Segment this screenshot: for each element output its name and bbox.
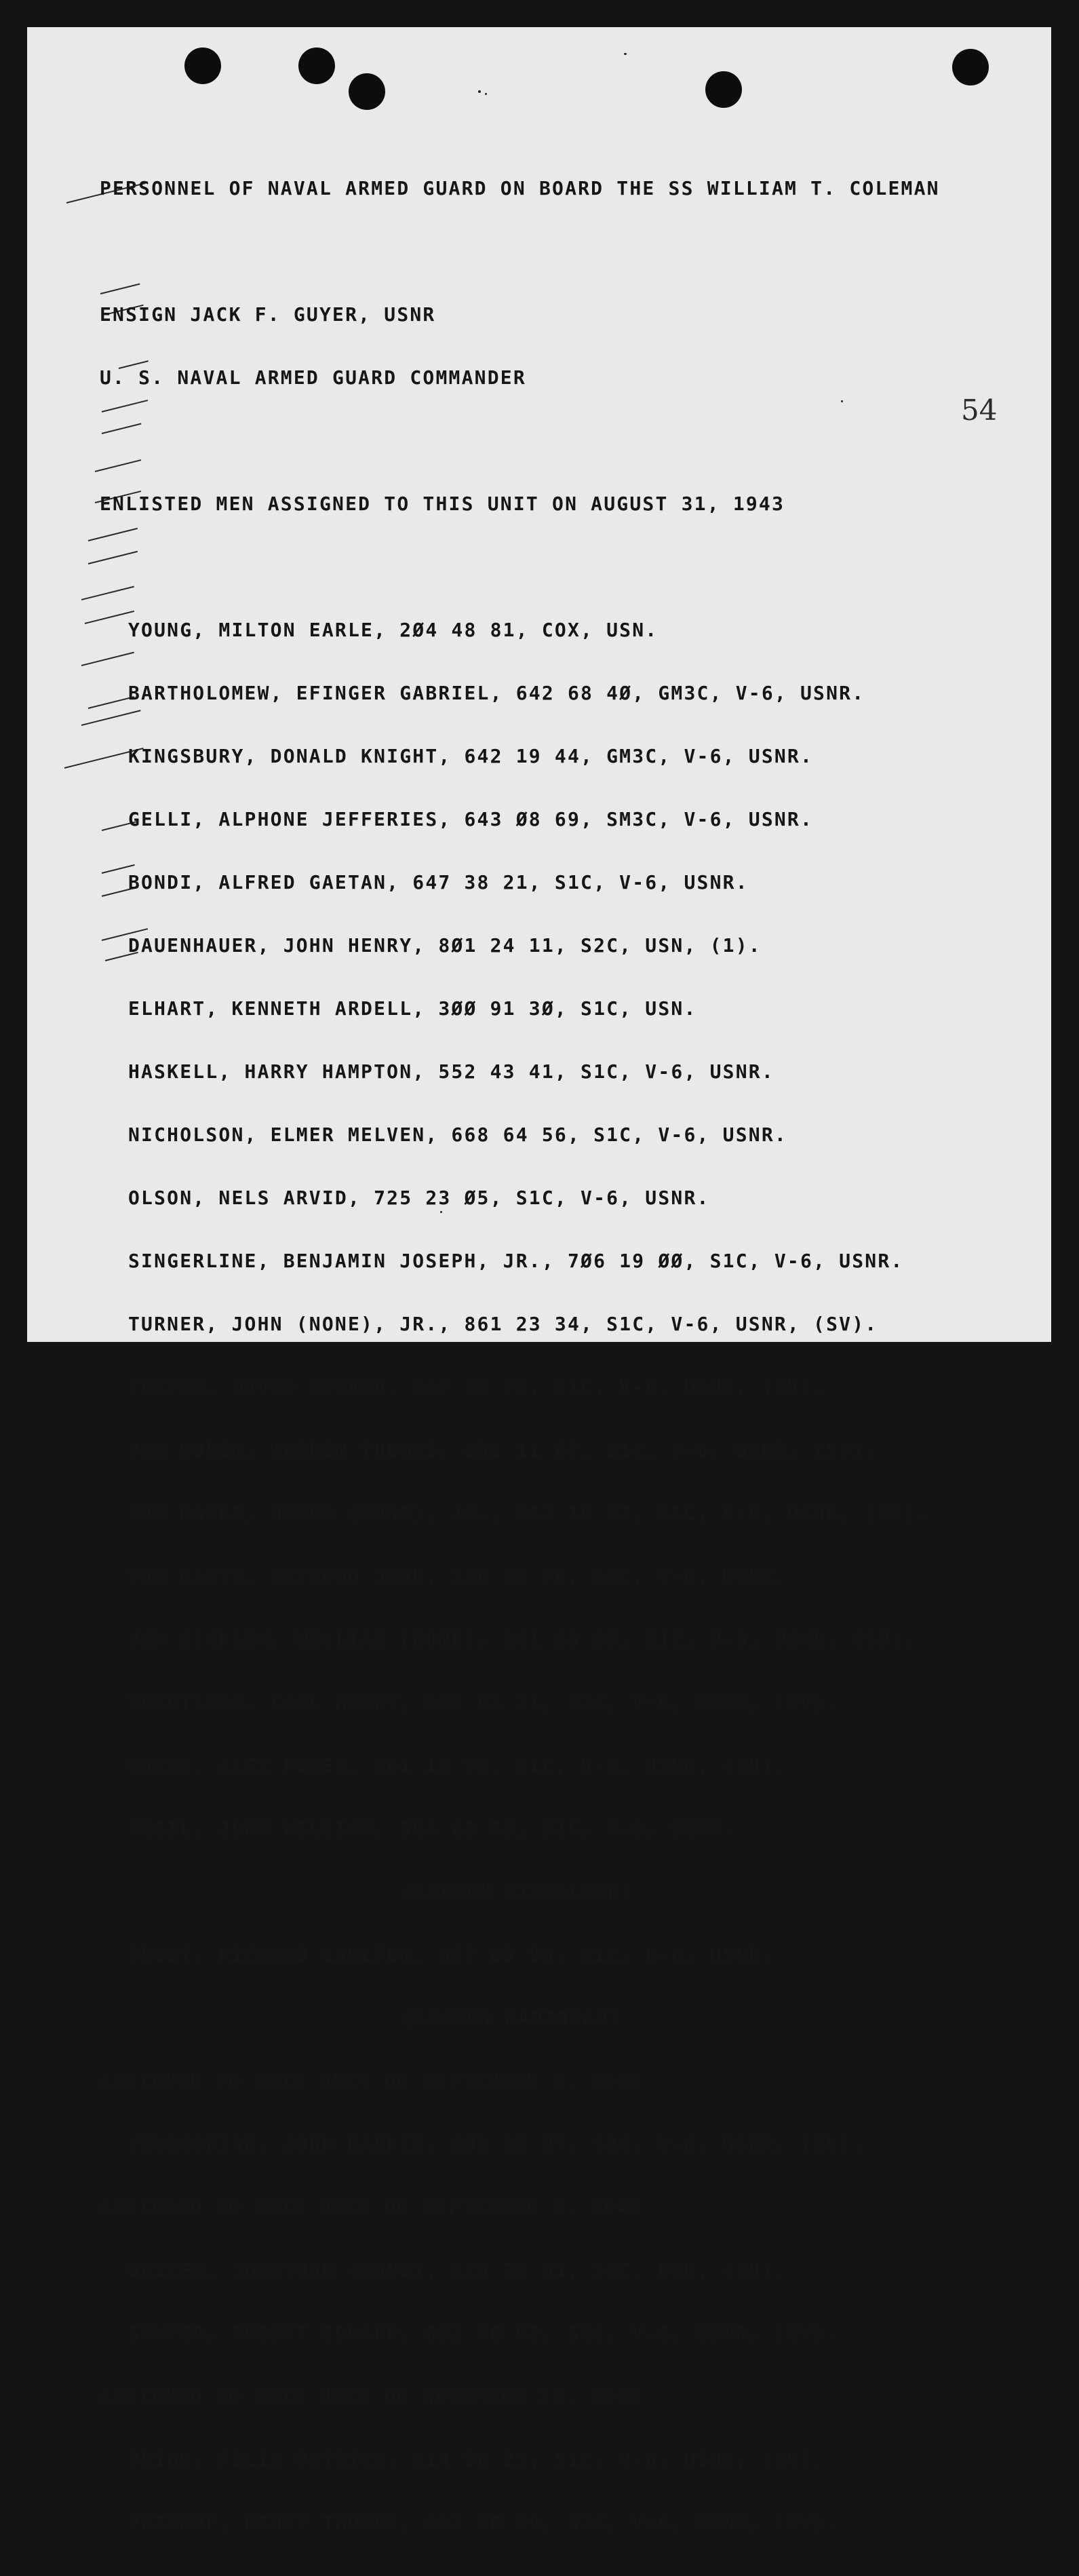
signalman-label: (SEAMAN SIGNALMAN)	[401, 1881, 635, 1903]
section-heading-sep1: ASSIGNED TO THIS UNIT ON SEPTEMBER 1, 1943	[100, 2070, 643, 2092]
enlisted-entry: YOUNG, MILTON EARLE, 2Ø4 48 81, COX, USN.	[128, 619, 659, 641]
ink-speck	[478, 90, 481, 93]
section-heading-nov22: ASSIGNED TO THIS UNIT ON NOVEMBER 22, 1943	[100, 2385, 643, 2408]
ink-speck	[624, 53, 627, 55]
punch-hole	[952, 49, 989, 85]
enlisted-entry: PRZEKUP, HENRY THOMAS, 813 3Ø 59, S1C, V-6, USNR, (SV).	[128, 2512, 840, 2534]
enlisted-entry: TURPEN, DAVID EDWARD, 867 35 7Ø, S1C, V-6, USNR, (SV).	[128, 1376, 827, 1398]
enlisted-entry: OLSON, NELS ARVID, 725 23 Ø5, S1C, V-6, USNR.	[128, 1187, 710, 1209]
enlisted-entry: NICHOLSON, ELMER MELVEN, 668 64 56, S1C, V-6, USNR.	[128, 1123, 787, 1146]
enlisted-entry: VIGIL, JOHN WILLIAM, 564 62 56, S1C, V-6, USNR.	[128, 1818, 736, 1840]
enlisted-entry: HASKELL, HARRY HAMPTON, 552 43 41, S1C, V-6, USNR.	[128, 1060, 774, 1083]
enlisted-entry: YOUSOOFIAN, JOHN DARKIS, 8Ø1 85 Ø7, S2C, V-6, USNR, (SV).	[128, 2133, 865, 2155]
punch-hole	[705, 71, 742, 108]
radioman-label: (SEAMAN RADIOMAN)	[401, 2007, 621, 2029]
enlisted-entry: FROST, RICHARD CARLTON, 667 Ø5 99, S1C, V-6, USNR.	[128, 1944, 774, 1966]
enlisted-entry: ELHART, KENNETH ARDELL, 3ØØ 91 3Ø, S1C, USN.	[128, 997, 697, 1020]
punch-hole	[184, 47, 221, 84]
punch-hole	[349, 73, 385, 110]
document-text	[100, 136, 940, 2575]
enlisted-entry: SAWYER, ROBERT EDWARD, 832 8Ø Ø2, S1C, V-6, USNR, (SV).	[128, 2322, 840, 2345]
enlisted-entry: PRIOR, FELIX PATRICK, 814 56 23, S1C, V-6, USNR, (SV).	[128, 2448, 827, 2471]
enlisted-entry: BARTHOLOMEW, EFINGER GABRIEL, 642 68 4Ø, GM3C, V-6, USNR.	[128, 682, 865, 704]
commander-name: ENSIGN JACK F. GUYER, USNR	[100, 303, 436, 326]
document-title: PERSONNEL OF NAVAL ARMED GUARD ON BOARD THE SS WILLIAM T. COLEMAN	[100, 177, 940, 199]
enlisted-entry: WARES, ALEX PETER, 861 19 92, S1C, V-6, USNR, (SV).	[128, 1754, 787, 1777]
enlisted-entry: VAN SICKLEN, WILLIAM (NONE), 861 98 ØØ, S1C, V-6, USNR, (SV).	[128, 1628, 917, 1651]
enlisted-entry: BONDI, ALFRED GAETAN, 647 38 21, S1C, V-6, USNR.	[128, 871, 749, 893]
enlisted-entry: TURNER, JOHN (NONE), JR., 861 23 34, S1C, V-6, USNR, (SV).	[128, 1313, 878, 1335]
enlisted-entry: VAN MATRE, HOMER (NONE), JR., 852 16 67, S1C, V-6, USNR, (SV).	[128, 1502, 930, 1524]
page-number: 54	[961, 393, 998, 427]
enlisted-entry: DOZIER, JONATHAN (NONE), 829 38 91, S1C, USN, (SV).	[128, 2259, 787, 2282]
document-page	[27, 27, 1051, 2534]
enlisted-entry: GELLI, ALPHONE JEFFERIES, 643 Ø8 69, SM3C, V-6, USNR.	[128, 808, 814, 830]
enlisted-entry: DAUENHAUER, JOHN HENRY, 8Ø1 24 11, S2C, USN, (1).	[128, 934, 762, 957]
enlisted-entry: VAN NATTA, RAYMOND JOHN, 726 65 76, S1C, V-6, USNR.	[128, 1565, 787, 1588]
section-heading-sep6: ASSIGNED TO THIS UNIT ON SEPTEMBER 6, 1943	[100, 2196, 643, 2218]
enlisted-entry: VAN KUREN, WARREN THOMAS, 852 11 67, S1C, V-6, USNR, (SV).	[128, 1439, 878, 1461]
punch-hole	[298, 47, 335, 84]
enlisted-entry: VOEGTLINE, CARL HENRY, 868 63 71, S1C, V-6, USNR, (SV).	[128, 1691, 840, 1714]
section-heading-aug31: ENLISTED MEN ASSIGNED TO THIS UNIT ON AUGUST 31, 1943	[100, 493, 785, 515]
enlisted-entry: SINGERLINE, BENJAMIN JOSEPH, JR., 7Ø6 19 ØØ, S1C, V-6, USNR.	[128, 1250, 904, 1272]
ink-speck	[485, 93, 487, 95]
commander-role: U. S. NAVAL ARMED GUARD COMMANDER	[100, 366, 526, 389]
enlisted-entry: KINGSBURY, DONALD KNIGHT, 642 19 44, GM3C, V-6, USNR.	[128, 745, 814, 767]
